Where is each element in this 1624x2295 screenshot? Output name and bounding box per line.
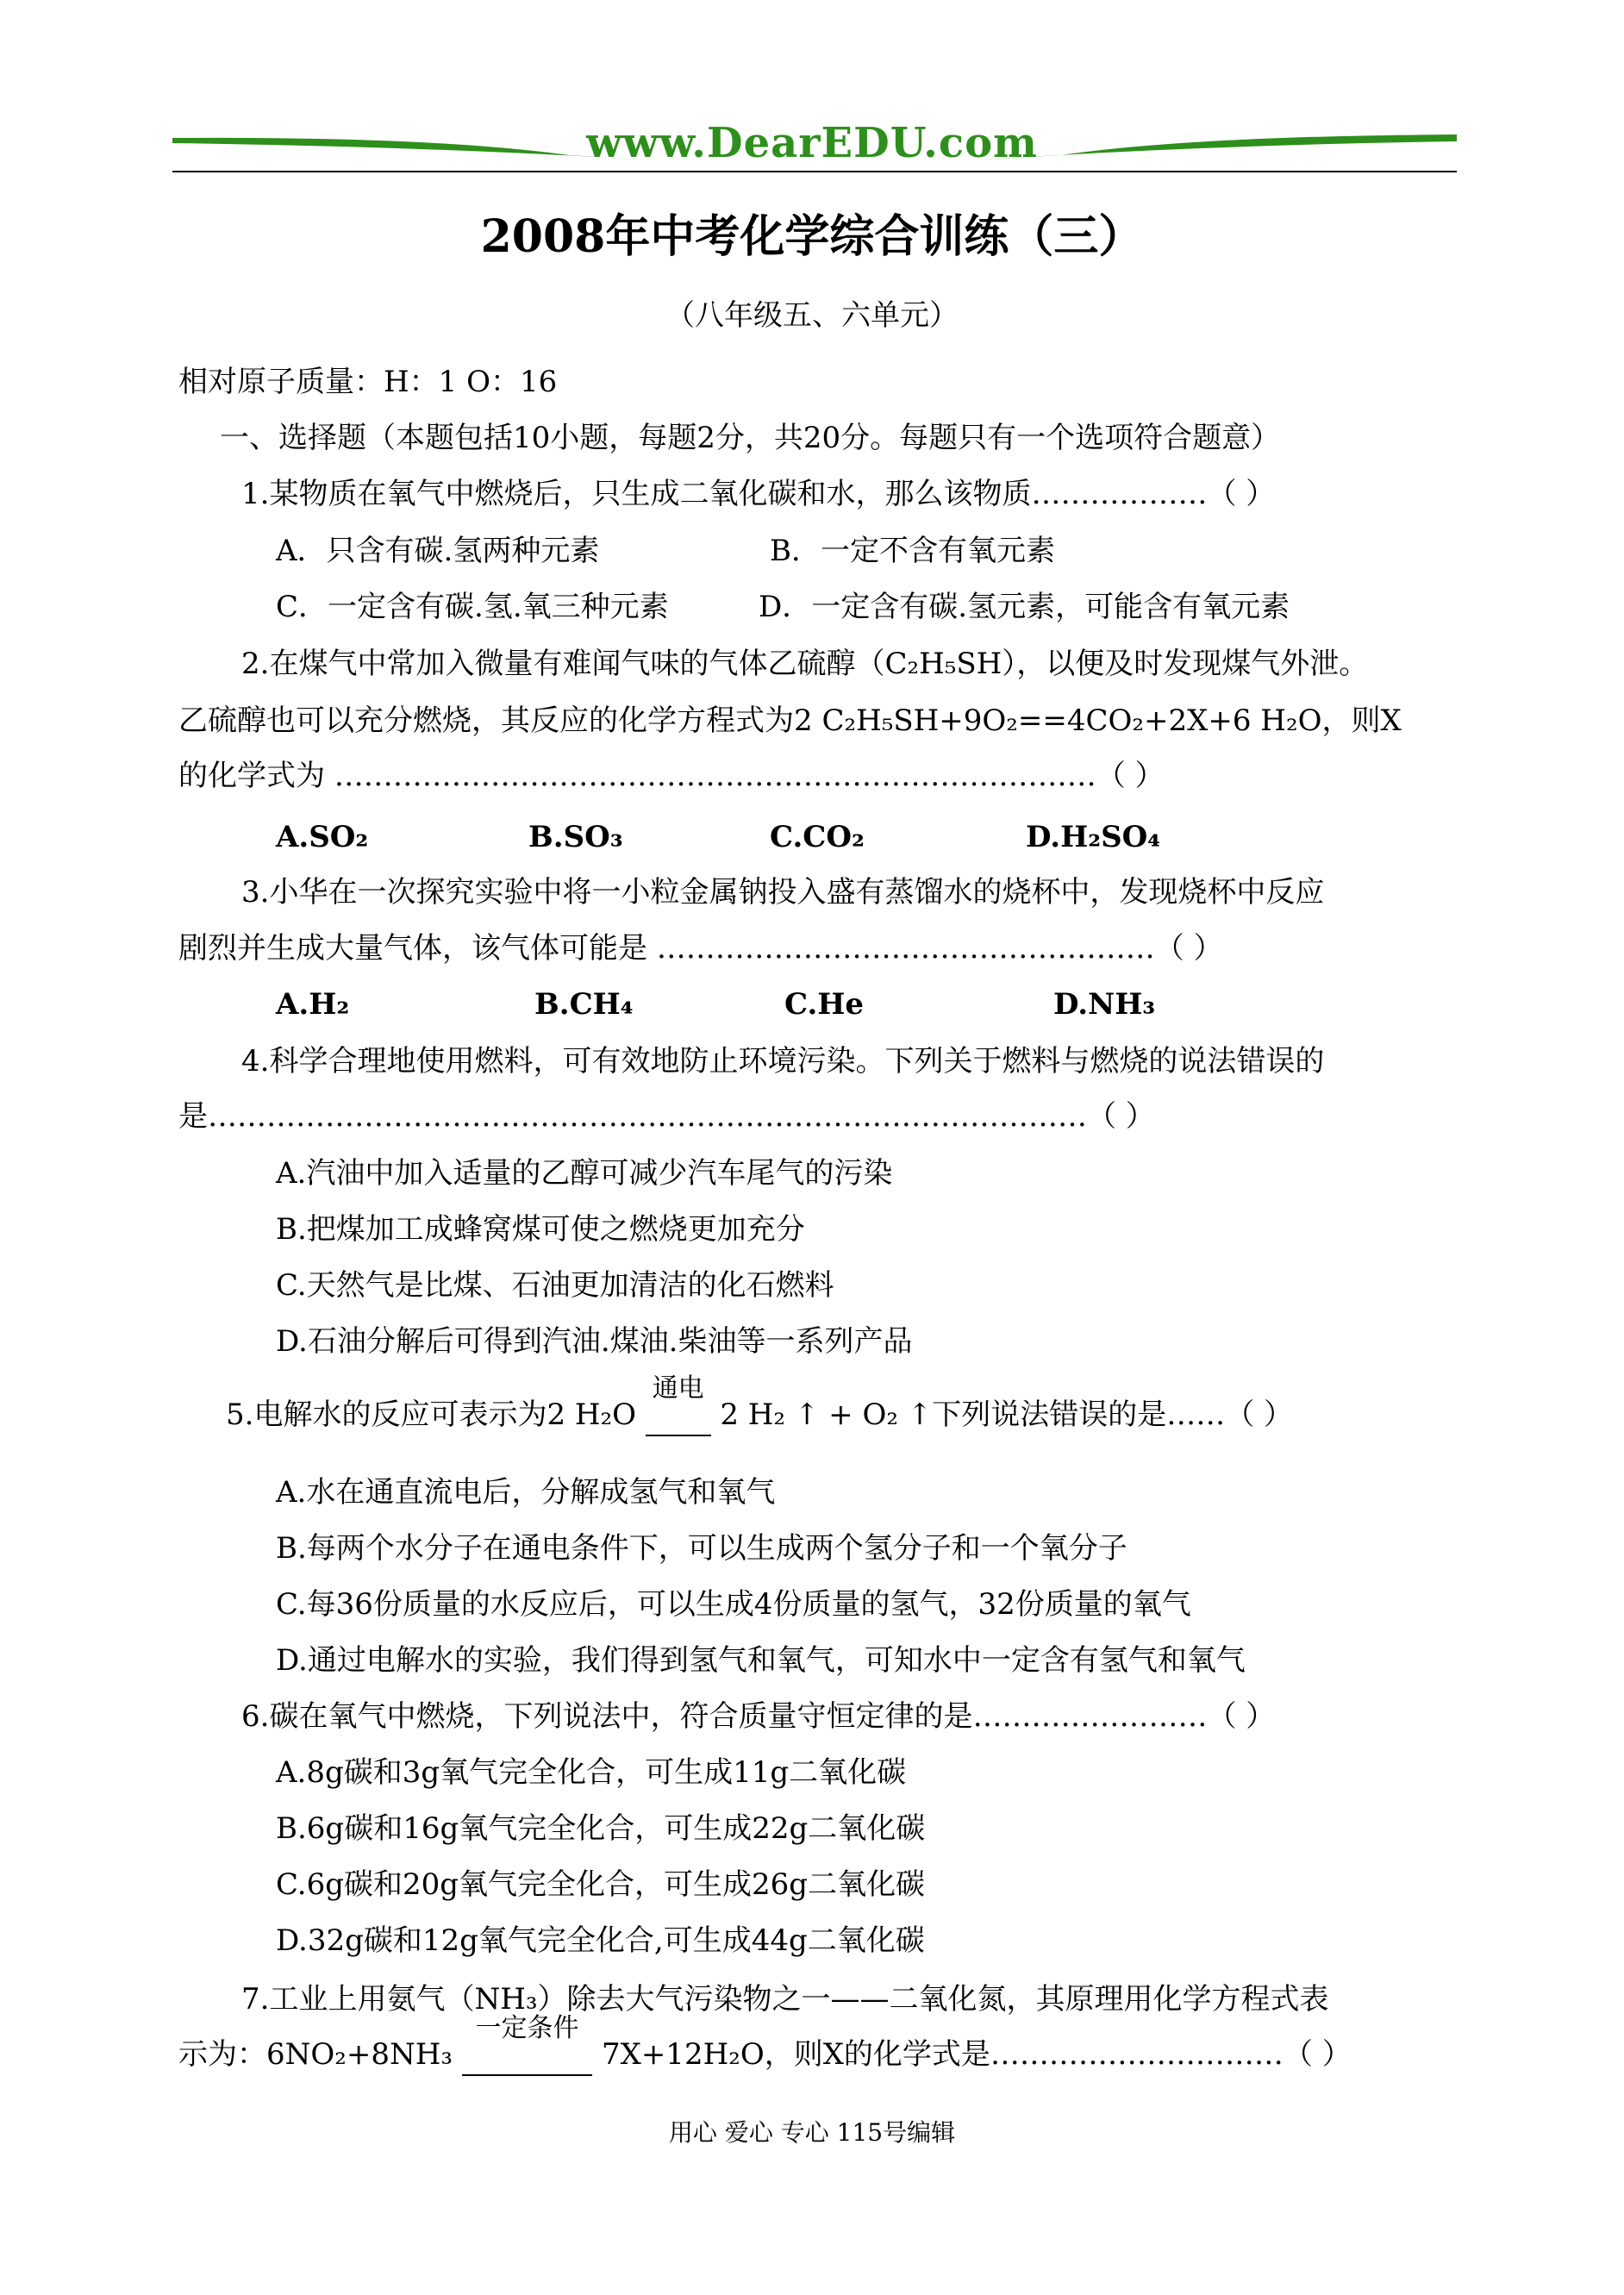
q3-line-1: 3.小华在一次探究实验中将一小粒金属钠投入盛有蒸馏水的烧杯中，发现烧杯中反应 bbox=[241, 875, 1325, 910]
q3-line-2: 剧烈并生成大量气体，该气体可能是 ……………………………………………（ ） bbox=[178, 931, 1223, 966]
q7-line-2 bbox=[178, 2013, 1352, 2076]
q7-line-1: 7.工业上用氨气（NH₃）除去大气污染物之一——二氧化氮，其原理用化学方程式表 bbox=[241, 1982, 1329, 2017]
q5-option-c: C.每36份质量的水反应后，可以生成4份质量的氢气，32份质量的氧气 bbox=[276, 1587, 1191, 1622]
q4-option-b: B.把煤加工成蜂窝煤可使之燃烧更加充分 bbox=[276, 1212, 805, 1247]
page-footer: 用心 爱心 专心 115号编辑 bbox=[668, 2118, 956, 2147]
q5-condition-label: 通电 bbox=[652, 1373, 704, 1404]
q2-option-d: D.H₂SO₄ bbox=[1026, 820, 1161, 854]
q4-line-2: 是………………………………………………………………………………（ ） bbox=[178, 1099, 1155, 1134]
q3-option-b: B.CH₄ bbox=[534, 987, 634, 1022]
q4-option-a: A.汽油中加入适量的乙醇可减少汽车尾气的污染 bbox=[276, 1156, 893, 1191]
q5-stem bbox=[226, 1373, 1294, 1436]
q6-option-d: D.32g碳和12g氧气完全化合,可生成44g二氧化碳 bbox=[276, 1923, 925, 1958]
q2-line-3: 的化学式为 ……………………………………………………………………（ ） bbox=[178, 759, 1165, 793]
q6-option-b: B.6g碳和16g氧气完全化合，可生成22g二氧化碳 bbox=[276, 1811, 926, 1846]
q2-option-a: A.SO₂ bbox=[276, 820, 369, 854]
section-heading: 一、选择题（本题包括10小题，每题2分，共20分。每题只有一个选项符合题意） bbox=[220, 421, 1281, 455]
q7-equation-before: 示为：6NO₂+8NH₃ bbox=[178, 2037, 453, 2072]
q6-option-a: A.8g碳和3g氧气完全化合，可生成11g二氧化碳 bbox=[276, 1755, 907, 1790]
q7-equation-after: 7X+12H₂O，则X的化学式是…………………………（ ） bbox=[601, 2037, 1352, 2072]
q3-option-d: D.NH₃ bbox=[1053, 987, 1156, 1022]
q4-option-c: C.天然气是比煤、石油更加清洁的化石燃料 bbox=[276, 1268, 834, 1303]
q3-option-a: A.H₂ bbox=[276, 987, 350, 1022]
q6-stem: 6.碳在氧气中燃烧，下列说法中，符合质量守恒定律的是……………………（ ） bbox=[241, 1699, 1276, 1734]
q5-option-a: A.水在通直流电后，分解成氢气和氧气 bbox=[276, 1475, 776, 1510]
q1-option-c: C．一定含有碳.氢.氧三种元素 bbox=[276, 590, 669, 624]
brand-logo-text: www.DearEDU.com bbox=[586, 119, 1038, 167]
header-rule bbox=[172, 171, 1457, 172]
q4-option-d: D.石油分解后可得到汽油.煤油.柴油等一系列产品 bbox=[276, 1324, 913, 1359]
q5-stem-before: 5.电解水的反应可表示为2 H₂O bbox=[226, 1398, 637, 1432]
q6-option-c: C.6g碳和20g氧气完全化合，可生成26g二氧化碳 bbox=[276, 1867, 926, 1902]
q2-line-1: 2.在煤气中常加入微量有难闻气味的气体乙硫醇（C₂H₅SH），以便及时发现煤气外泄。 bbox=[241, 647, 1369, 681]
q2-option-b: B.SO₃ bbox=[528, 820, 623, 854]
q1-option-d: D．一定含有碳.氢元素，可能含有氧元素 bbox=[759, 590, 1290, 624]
q3-option-c: C.He bbox=[784, 987, 865, 1022]
q1-option-b: B．一定不含有氧元素 bbox=[770, 534, 1055, 568]
atomic-mass-line: 相对原子质量：H：1 O：16 bbox=[178, 365, 558, 399]
q1-option-a: A．只含有碳.氢两种元素 bbox=[276, 534, 600, 568]
q7-condition-label: 一定条件 bbox=[475, 2013, 579, 2043]
q7-reaction-arrow bbox=[462, 2013, 592, 2076]
q5-option-b: B.每两个水分子在通电条件下，可以生成两个氢分子和一个氧分子 bbox=[276, 1531, 1127, 1566]
q1-stem: 1.某物质在氧气中燃烧后，只生成二氧化碳和水，那么该物质………………（ ） bbox=[241, 477, 1276, 511]
page-title: 2008年中考化学综合训练（三） bbox=[480, 210, 1144, 263]
q5-reaction-arrow bbox=[646, 1373, 711, 1436]
q2-line-2: 乙硫醇也可以充分燃烧，其反应的化学方程式为2 C₂H₅SH+9O₂==4CO₂+2X+6 H₂O，则X bbox=[178, 704, 1402, 738]
q2-option-c: C.CO₂ bbox=[770, 820, 865, 854]
q4-line-1: 4.科学合理地使用燃料，可有效地防止环境污染。下列关于燃料与燃烧的说法错误的 bbox=[241, 1044, 1325, 1079]
page-subtitle: （八年级五、六单元） bbox=[665, 298, 959, 333]
q5-option-d: D.通过电解水的实验，我们得到氢气和氧气，可知水中一定含有氢气和氧气 bbox=[276, 1643, 1246, 1678]
q5-stem-after: 2 H₂ ↑ + O₂ ↑下列说法错误的是……（ ） bbox=[720, 1398, 1294, 1432]
